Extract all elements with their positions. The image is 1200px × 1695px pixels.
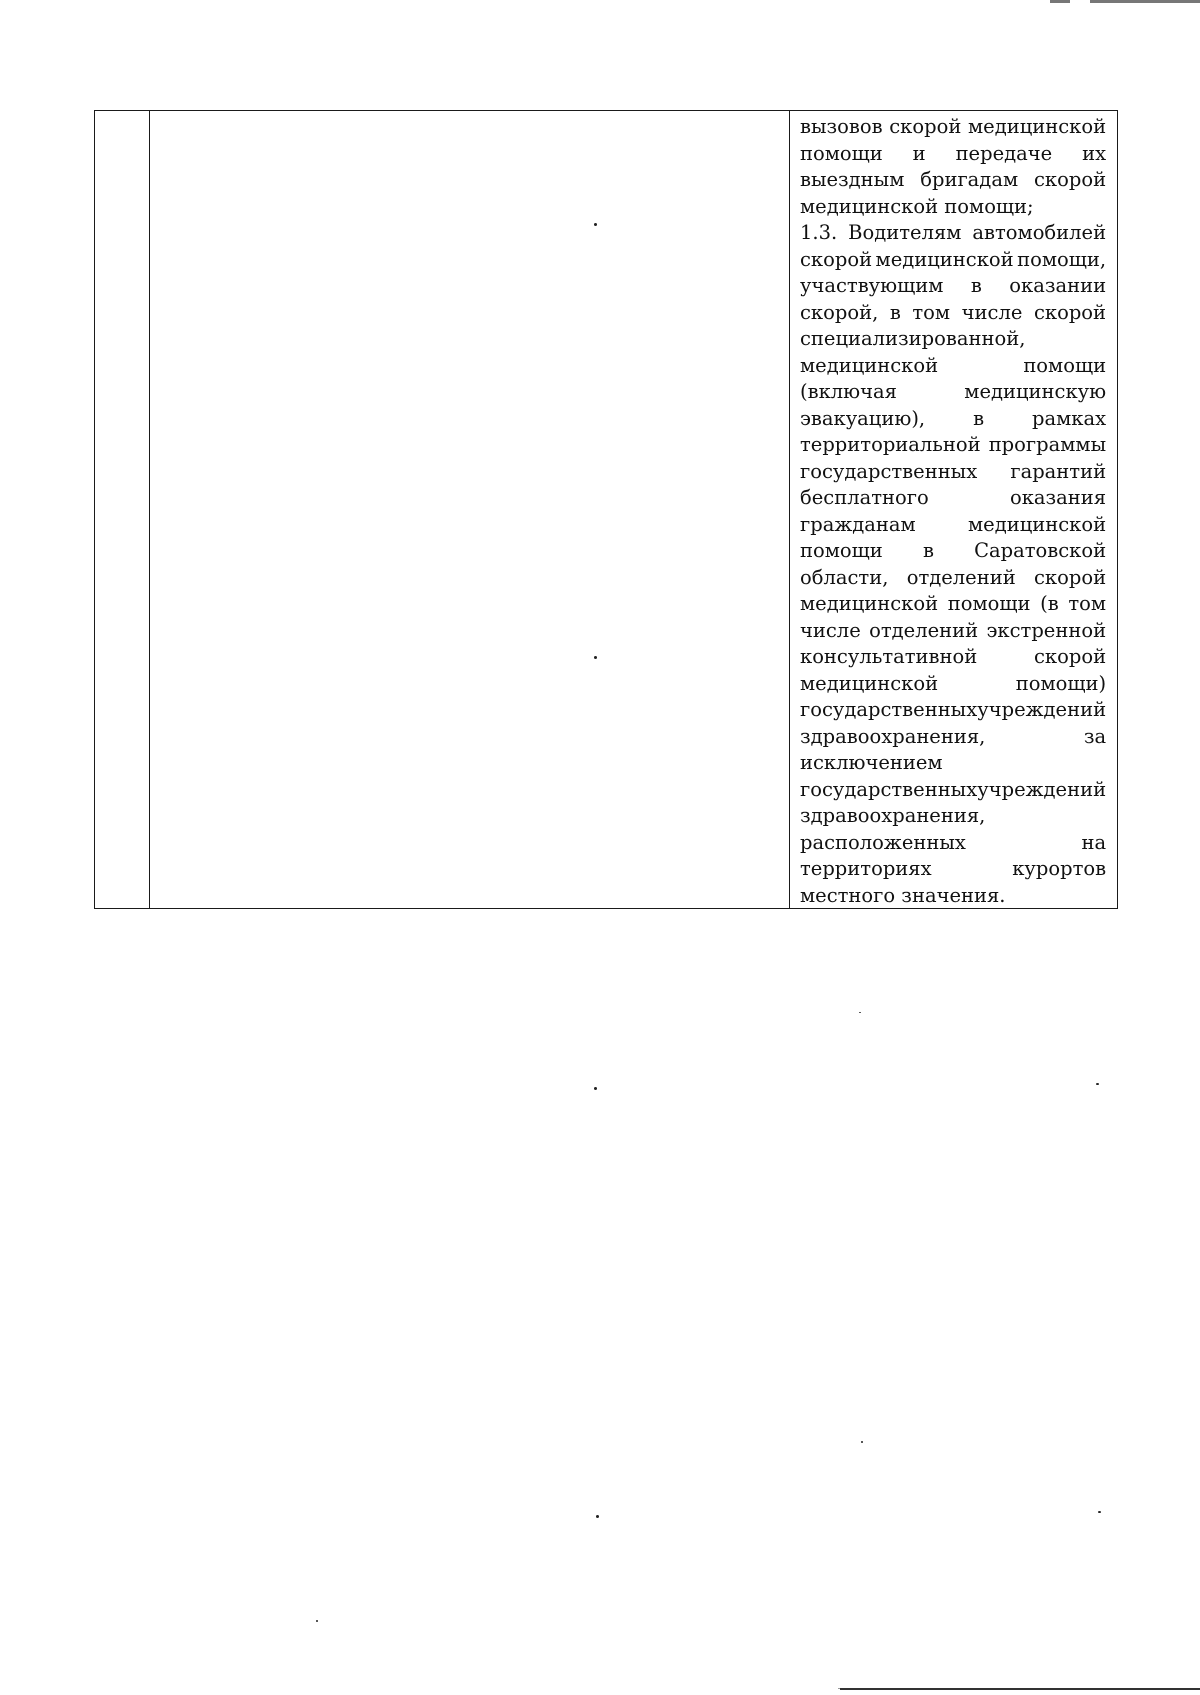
text-line: помощи и передаче их (800, 141, 1107, 165)
scan-speck (1098, 1511, 1101, 1513)
text-line: бесплатного оказания (800, 486, 1107, 509)
scan-speck (859, 1012, 861, 1013)
text-line: области, отделений скорой (800, 565, 1107, 589)
text-line: скорой медицинской помощи, (800, 247, 1107, 271)
table-cell-text (790, 111, 1117, 909)
text-line: (включая медицинскую (800, 380, 1107, 403)
scan-speck (861, 1441, 863, 1443)
scan-speck (594, 223, 597, 226)
text-line: консультативной скорой (800, 645, 1107, 668)
text-line: скорой, в том числе скорой (800, 300, 1107, 324)
table-cell-name (150, 111, 790, 909)
text-line: выездным бригадам скорой (800, 168, 1107, 191)
text-line: здравоохранения, (800, 804, 986, 827)
text-line: территориях курортов (800, 857, 1107, 880)
text-line: эвакуацию), в рамках (800, 406, 1107, 430)
text-line: вызовов скорой медицинской (800, 115, 1107, 138)
text-line: медицинской помощи) (800, 671, 1107, 695)
text-line: участвующим в оказании (800, 274, 1107, 297)
text-line: гражданам медицинской (800, 512, 1107, 536)
table-cell-number (95, 111, 150, 909)
scan-speck (316, 1620, 318, 1622)
text-line: 1.3. Водителям автомобилей (800, 221, 1107, 244)
text-line: числе отделений экстренной (800, 618, 1107, 642)
scan-speck (594, 1087, 597, 1090)
scan-speck (1096, 1083, 1099, 1085)
text-line: расположенных на (800, 830, 1107, 854)
text-line: медицинской помощи; (800, 194, 1034, 218)
text-line: здравоохранения, за (800, 724, 1107, 748)
scan-header-artifact (1020, 0, 1200, 4)
scan-speck (596, 1515, 599, 1518)
text-line: государственных учреждений (800, 698, 1107, 721)
text-line: местного значения. (800, 883, 1006, 907)
text-line: исключением (800, 751, 943, 774)
scan-speck (594, 656, 597, 659)
text-line: помощи в Саратовской (800, 539, 1107, 562)
document-table (94, 110, 1118, 909)
text-line: медицинской помощи (в том (800, 592, 1107, 615)
footer-rule (840, 1688, 1200, 1690)
text-line: государственных учреждений (800, 777, 1107, 801)
text-line: территориальной программы (800, 433, 1107, 456)
text-line: государственных гарантий (800, 459, 1107, 483)
text-line: специализированной, (800, 327, 1026, 350)
text-line: медицинской помощи (800, 353, 1107, 377)
